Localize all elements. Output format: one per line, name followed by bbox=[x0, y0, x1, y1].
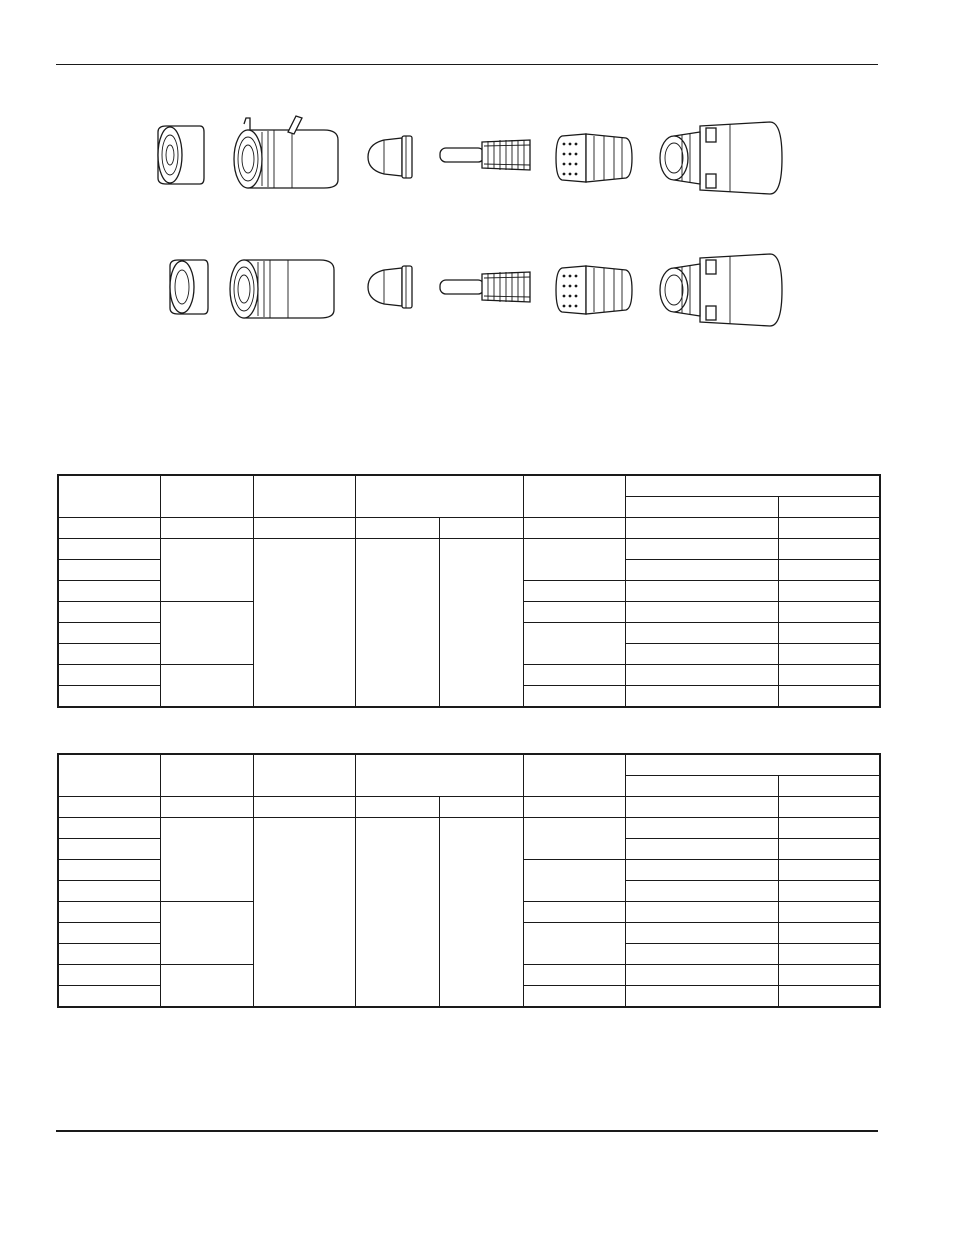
table-cell bbox=[523, 686, 625, 708]
table-cell bbox=[58, 944, 160, 965]
nozzle-icon-row2 bbox=[368, 266, 412, 308]
header-cell bbox=[625, 797, 778, 818]
table-row bbox=[58, 818, 880, 839]
header-cell bbox=[58, 475, 160, 518]
table-cell bbox=[523, 860, 625, 902]
table-cell bbox=[58, 665, 160, 686]
table-cell bbox=[58, 686, 160, 708]
table-cell bbox=[625, 623, 778, 644]
table-cell bbox=[58, 839, 160, 860]
table-cell bbox=[625, 686, 778, 708]
table-cell bbox=[439, 818, 523, 1008]
table-cell bbox=[778, 539, 880, 560]
table-cell bbox=[778, 881, 880, 902]
header-cell bbox=[625, 497, 778, 518]
table-cell bbox=[58, 623, 160, 644]
electrode-icon-row1 bbox=[440, 140, 530, 170]
table-cell bbox=[160, 539, 253, 602]
header-cell bbox=[523, 797, 625, 818]
header-cell bbox=[253, 475, 355, 518]
table-cell bbox=[58, 644, 160, 665]
footer-rule bbox=[56, 1130, 878, 1132]
table-row bbox=[58, 539, 880, 560]
table-cell bbox=[160, 818, 253, 902]
table-cell bbox=[160, 902, 253, 965]
table-cell bbox=[58, 539, 160, 560]
table-cell bbox=[778, 986, 880, 1008]
header-cell bbox=[778, 797, 880, 818]
table-cell bbox=[778, 923, 880, 944]
table-cell bbox=[778, 860, 880, 881]
header-cell bbox=[253, 518, 355, 539]
header-cell bbox=[778, 518, 880, 539]
table-cell bbox=[625, 944, 778, 965]
table-cell bbox=[58, 560, 160, 581]
header-cell bbox=[160, 518, 253, 539]
header-cell bbox=[439, 518, 523, 539]
table-cell bbox=[625, 602, 778, 623]
table-cell bbox=[625, 881, 778, 902]
header-cell bbox=[355, 797, 439, 818]
swirl-ring-icon-row2 bbox=[556, 266, 632, 314]
table-cell bbox=[523, 539, 625, 581]
table-cell bbox=[253, 818, 355, 1008]
header-cell bbox=[58, 754, 160, 797]
header-cell bbox=[625, 518, 778, 539]
table-cell bbox=[625, 902, 778, 923]
table-cell bbox=[523, 623, 625, 665]
table-cell bbox=[355, 539, 439, 708]
table-cell bbox=[625, 560, 778, 581]
header-cell bbox=[523, 754, 625, 797]
table-cell bbox=[58, 602, 160, 623]
table-cell bbox=[58, 860, 160, 881]
table-cell bbox=[523, 818, 625, 860]
table-cell bbox=[778, 965, 880, 986]
table-cell bbox=[523, 602, 625, 623]
header-cell bbox=[355, 518, 439, 539]
table-cell bbox=[778, 944, 880, 965]
table-cell bbox=[625, 860, 778, 881]
retaining-cap-icon-row2 bbox=[230, 260, 334, 318]
retaining-cap-icon-row1 bbox=[234, 116, 338, 188]
table-cell bbox=[439, 539, 523, 708]
header-cell bbox=[523, 475, 625, 518]
table-subheader-row bbox=[58, 797, 880, 818]
header-cell bbox=[160, 475, 253, 518]
table-cell bbox=[778, 818, 880, 839]
table-cell bbox=[523, 902, 625, 923]
table-subheader-row bbox=[58, 518, 880, 539]
header-cell bbox=[253, 797, 355, 818]
table-cell bbox=[625, 581, 778, 602]
torch-body-icon-row2 bbox=[660, 254, 782, 326]
table-cell bbox=[58, 923, 160, 944]
table-cell bbox=[625, 839, 778, 860]
table-cell bbox=[523, 581, 625, 602]
table-header-row bbox=[58, 475, 880, 497]
table-cell bbox=[355, 818, 439, 1008]
header-cell bbox=[778, 497, 880, 518]
header-cell bbox=[160, 754, 253, 797]
nozzle-icon-row1 bbox=[368, 136, 412, 178]
header-cell bbox=[439, 797, 523, 818]
table-cell bbox=[625, 986, 778, 1008]
consumables-table-2 bbox=[57, 753, 881, 1008]
table-cell bbox=[625, 818, 778, 839]
header-cell bbox=[253, 754, 355, 797]
header-cell bbox=[355, 475, 523, 518]
table-cell bbox=[625, 665, 778, 686]
electrode-icon-row2 bbox=[440, 272, 530, 302]
table-cell bbox=[160, 602, 253, 665]
header-cell bbox=[523, 518, 625, 539]
table-cell bbox=[58, 818, 160, 839]
table-cell bbox=[778, 839, 880, 860]
table-cell bbox=[523, 665, 625, 686]
torch-body-icon-row1 bbox=[660, 122, 782, 194]
table-cell bbox=[58, 902, 160, 923]
swirl-ring-icon-row1 bbox=[556, 134, 632, 182]
table-cell bbox=[523, 986, 625, 1008]
header-cell bbox=[778, 776, 880, 797]
header-cell bbox=[58, 797, 160, 818]
table-cell bbox=[160, 665, 253, 708]
table-cell bbox=[58, 965, 160, 986]
table-cell bbox=[625, 923, 778, 944]
table-cell bbox=[778, 644, 880, 665]
table-cell bbox=[58, 881, 160, 902]
shield-icon-row2 bbox=[170, 260, 208, 314]
table-cell bbox=[625, 965, 778, 986]
header-cell bbox=[355, 754, 523, 797]
table-cell bbox=[778, 686, 880, 708]
table-cell bbox=[523, 965, 625, 986]
table-cell bbox=[523, 923, 625, 965]
table-cell bbox=[58, 581, 160, 602]
header-cell bbox=[625, 754, 880, 776]
table-cell bbox=[778, 602, 880, 623]
table-cell bbox=[778, 581, 880, 602]
header-cell bbox=[625, 475, 880, 497]
header-cell bbox=[625, 776, 778, 797]
table-cell bbox=[778, 902, 880, 923]
table-cell bbox=[160, 965, 253, 1008]
table-cell bbox=[778, 560, 880, 581]
consumables-table-1 bbox=[57, 474, 881, 708]
table-header-row bbox=[58, 754, 880, 776]
header-cell bbox=[58, 518, 160, 539]
table-cell bbox=[58, 986, 160, 1008]
header-cell bbox=[160, 797, 253, 818]
table-cell bbox=[253, 539, 355, 708]
table-cell bbox=[625, 539, 778, 560]
shield-icon-row1 bbox=[158, 126, 204, 184]
table-cell bbox=[778, 665, 880, 686]
consumables-illustration bbox=[0, 0, 954, 400]
table-cell bbox=[625, 644, 778, 665]
table-cell bbox=[778, 623, 880, 644]
